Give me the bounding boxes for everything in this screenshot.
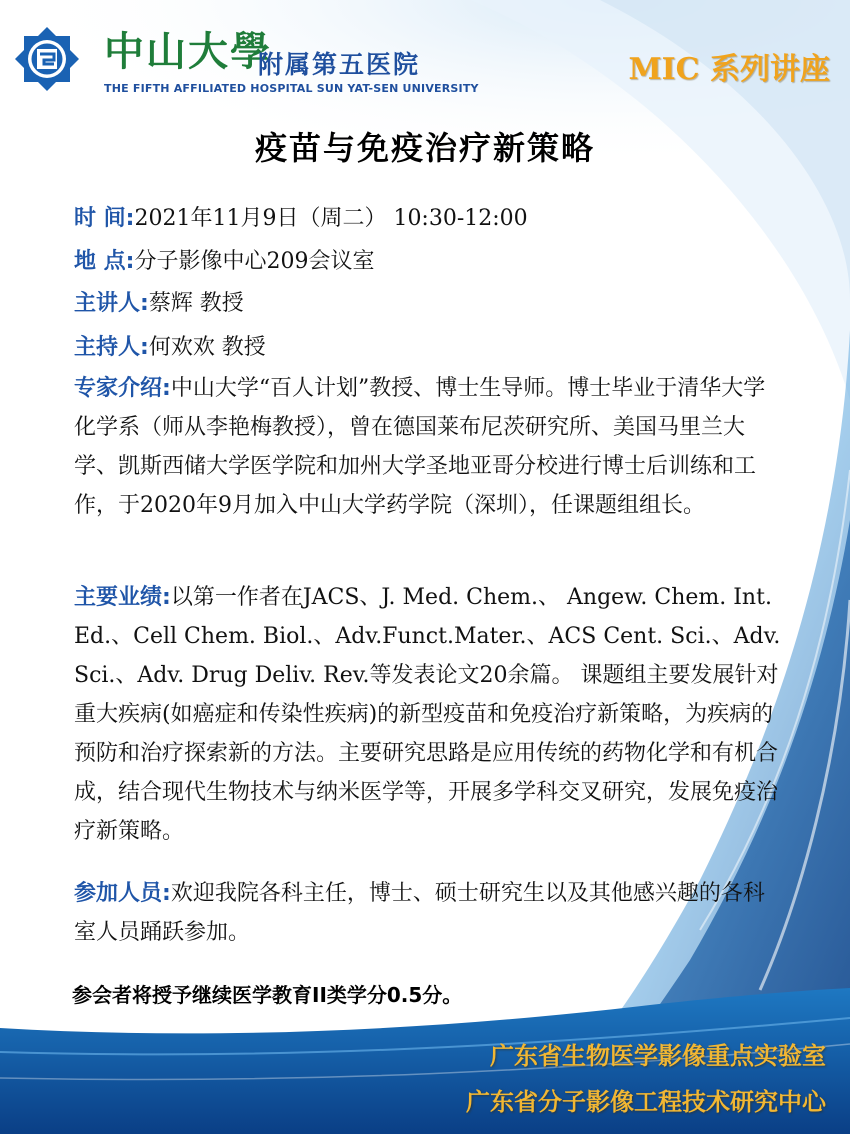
audience xyxy=(74,874,784,952)
speaker-label: 主讲人: xyxy=(74,291,149,316)
achievements-label: 主要业绩: xyxy=(74,585,171,610)
bio-text: 中山大学“百人计划”教授、博士生导师。博士毕业于清华大学化学系（师从李艳梅教授），曾在德国莱布尼茨研究所、美国马里兰大学、凯斯西储大学医学院和加州大学圣地亚哥分校进行博士后训练和工作，于2020年9月加入中山大学药学院（深圳），任课题组组长。 xyxy=(74,376,766,518)
hospital-name-cn: 附属第五医院 xyxy=(258,50,421,79)
credit-note: 参会者将授予继续医学教育II类学分0.5分。 xyxy=(72,983,463,1007)
host-label: 主持人: xyxy=(74,335,149,360)
achievements xyxy=(74,578,784,851)
audience-text: 欢迎我院各科主任，博士、硕士研究生以及其他感兴趣的各科室人员踊跃参加。 xyxy=(74,881,765,945)
achievements-text: 以第一作者在JACS、J. Med. Chem.、 Angew. Chem. Int. Ed.、Cell Chem. Biol.、Adv.Funct.Mater.、ACS Cent. Sci.、Adv. Sci.、Adv. Drug Deliv. Rev.等发表论文20余篇。 课题组主要发展针对重大疾病(如癌症和传染性疾病)的新型疫苗和免疫治疗新策略，为疾病的预防和治疗探索新的方法。主要研究思路是应用传统的药物化学和有机合成，结合现代生物技术与纳米医学等，开展多学科交叉研究，发展免疫治疗新策略。 xyxy=(74,585,781,844)
place-label: 地 点: xyxy=(74,249,135,274)
place-row xyxy=(74,243,784,281)
audience-label: 参加人员: xyxy=(74,881,171,906)
place-value: 分子影像中心209会议室 xyxy=(134,249,375,274)
lecture-title: 疫苗与免疫治疗新策略 xyxy=(254,129,595,167)
time-value: 2021年11月9日（周二） 10:30-12:00 xyxy=(134,206,528,231)
time-label: 时 间: xyxy=(74,206,135,231)
host-row xyxy=(74,329,784,367)
bio-label: 专家介绍: xyxy=(74,376,171,401)
university-emblem-icon xyxy=(14,26,80,92)
hospital-name-en: THE FIFTH AFFILIATED HOSPITAL SUN YAT-SEN UNIVERSITY xyxy=(104,82,479,95)
host-value: 何欢欢 教授 xyxy=(148,335,266,360)
university-name-cn: 中山大學 xyxy=(104,28,272,75)
speaker-value: 蔡辉 教授 xyxy=(148,291,244,316)
footer-lab-2: 广东省分子影像工程技术研究中心 xyxy=(466,1088,826,1116)
speaker-row xyxy=(74,285,784,323)
time-row xyxy=(74,200,784,238)
speaker-bio xyxy=(74,369,784,525)
lecture-series-label: MIC 系列讲座 xyxy=(628,52,830,87)
footer-lab-1: 广东省生物医学影像重点实验室 xyxy=(490,1042,826,1070)
